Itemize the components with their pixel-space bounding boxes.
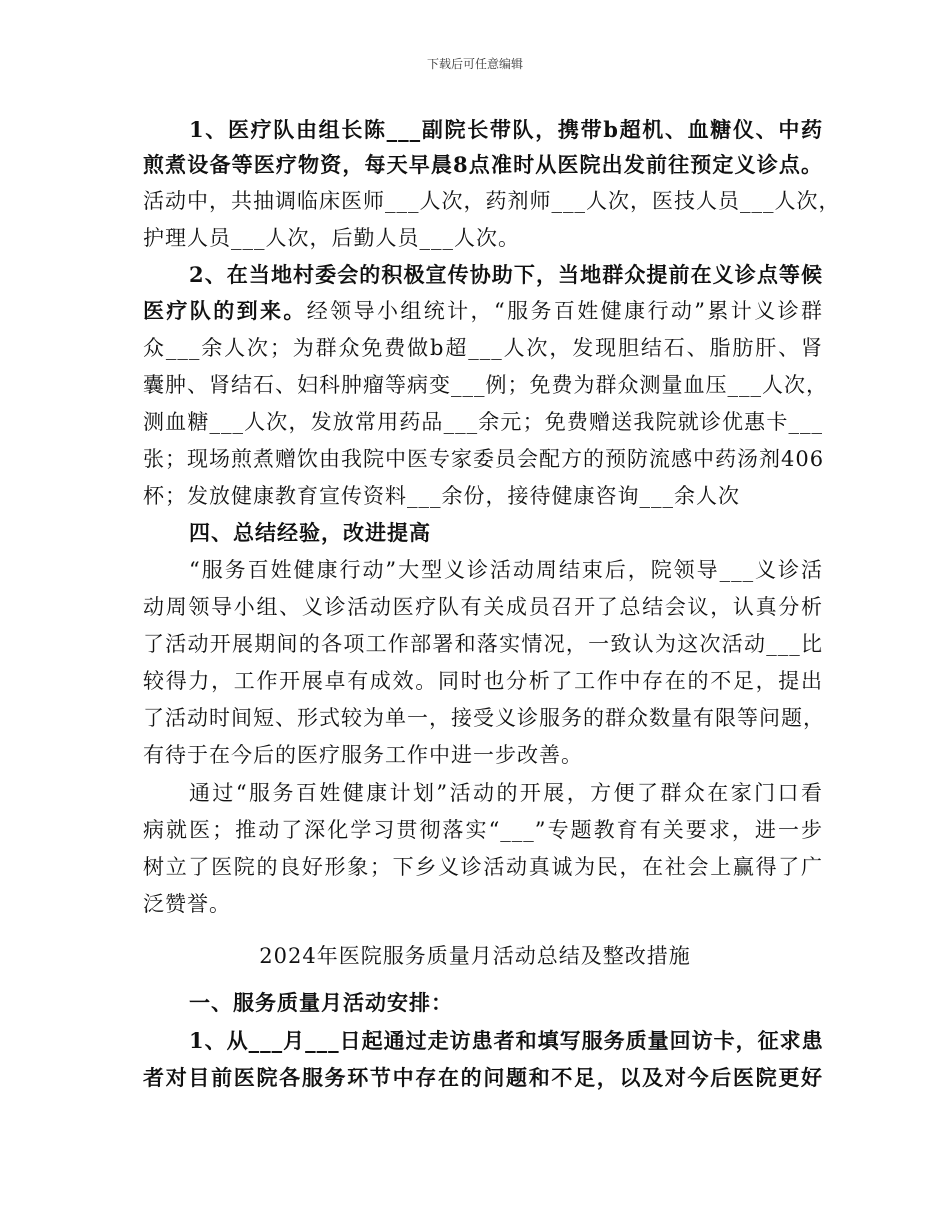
document-title: 2024年医院服务质量月活动总结及整改措施 bbox=[259, 944, 691, 968]
paragraph-line: 煎煮设备等医疗物资，每天早晨8点准时从医院出发前往预定义诊点。 bbox=[143, 152, 823, 177]
paragraph-line: 活动中，共抽调临床医师___人次，药剂师___人次，医技人员___人次， bbox=[143, 189, 841, 213]
paragraph-line: 泛赞誉。 bbox=[143, 892, 231, 916]
paragraph-line: 较得力，工作开展卓有成效。同时也分析了工作中存在的不足，提出 bbox=[143, 669, 823, 693]
paragraph-line: 者对目前医院各服务环节中存在的问题和不足，以及对今后医院更好 bbox=[143, 1065, 823, 1090]
paragraph-line: 病就医；推动了深化学习贯彻落实“___”专题教育有关要求，进一步 bbox=[143, 818, 823, 842]
section-heading: 一、服务质量月活动安排： bbox=[189, 990, 453, 1015]
paragraph-line: 2、在当地村委会的积极宣传协助下，当地群众提前在义诊点等候 bbox=[189, 262, 823, 287]
paragraph-line: 了活动时间短、形式较为单一，接受义诊服务的群众数量有限等问题， bbox=[143, 706, 825, 730]
paragraph-line: 护理人员___人次，后勤人员___人次。 bbox=[143, 226, 520, 250]
paragraph-line: 动周领导小组、义诊活动医疗队有关成员召开了总结会议，认真分析 bbox=[143, 595, 823, 619]
paragraph-line: 杯；发放健康教育宣传资料___余份，接待健康咨询___余人次 bbox=[143, 484, 740, 508]
paragraph-line: 1、医疗队由组长陈___副院长带队，携带b超机、血糖仪、中药 bbox=[189, 117, 823, 142]
paragraph-line: 测血糖___人次，发放常用药品___余元；免费赠送我院就诊优惠卡___ bbox=[143, 410, 823, 434]
page-header: 下载后可任意编辑 bbox=[426, 57, 523, 71]
paragraph-line: 张；现场煎煮赠饮由我院中医专家委员会配方的预防流感中药汤剂406 bbox=[143, 447, 825, 471]
paragraph-line: 通过“服务百姓健康计划”活动的开展，方便了群众在家门口看 bbox=[189, 781, 823, 805]
paragraph-line: 囊肿、肾结石、妇科肿瘤等病变___例；免费为群众测量血压___人次， bbox=[143, 373, 828, 397]
paragraph-line: 医疗队的到来。经领导小组统计，“服务百姓健康行动”累计义诊群 bbox=[143, 298, 823, 323]
paragraph-line: 了活动开展期间的各项工作部署和落实情况，一致认为这次活动___比 bbox=[143, 632, 823, 656]
paragraph-line: 有待于在今后的医疗服务工作中进一步改善。 bbox=[143, 743, 583, 767]
paragraph-line: “服务百姓健康行动”大型义诊活动周结束后，院领导___义诊活 bbox=[189, 558, 823, 582]
paragraph-line: 众___余人次；为群众免费做b超___人次，发现胆结石、脂肪肝、肾 bbox=[143, 336, 823, 360]
section-heading: 四、总结经验，改进提高 bbox=[189, 520, 431, 545]
paragraph-line: 1、从___月___日起通过走访患者和填写服务质量回访卡，征求患 bbox=[189, 1028, 824, 1053]
paragraph-line: 树立了医院的良好形象；下乡义诊活动真诚为民，在社会上赢得了广 bbox=[143, 855, 823, 879]
